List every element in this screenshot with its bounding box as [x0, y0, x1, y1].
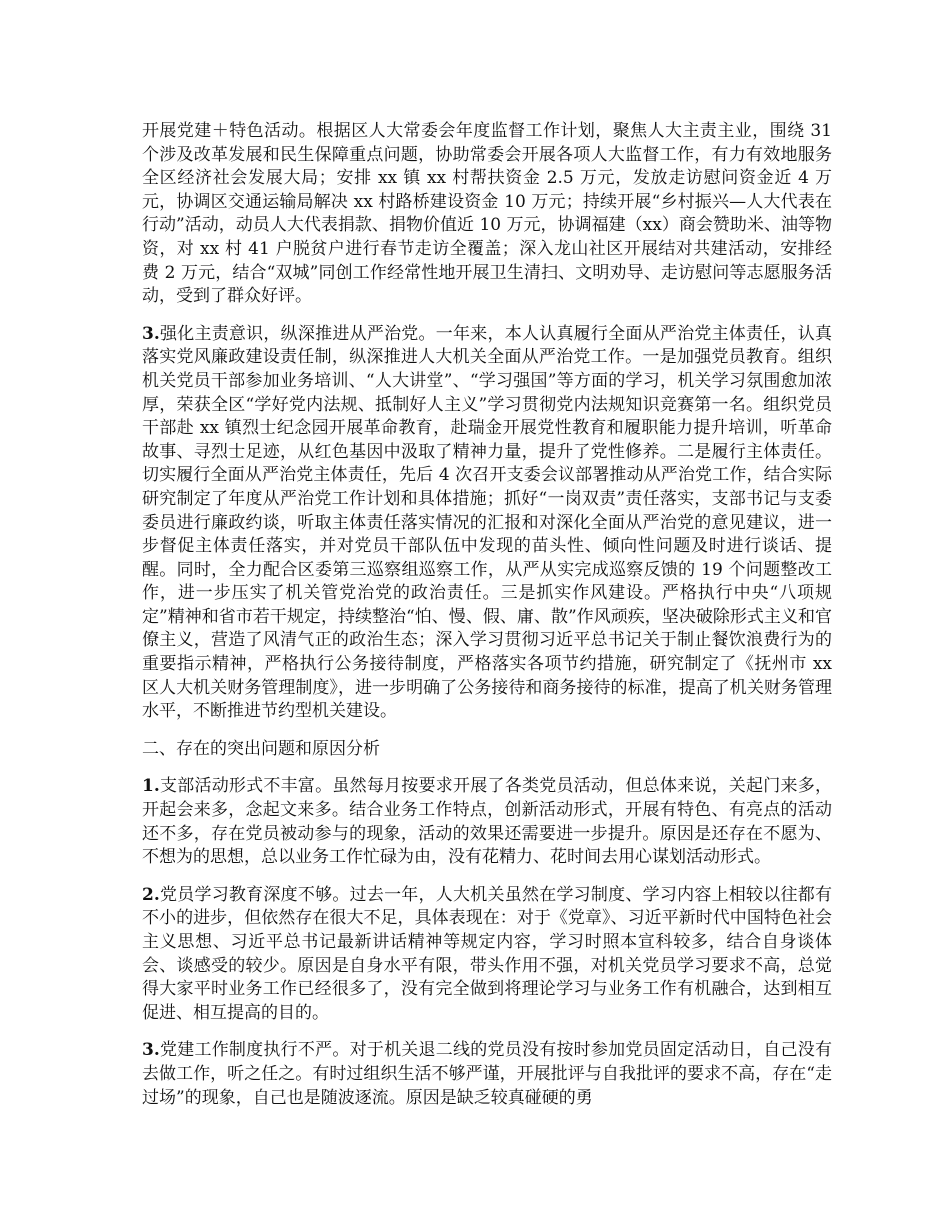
item-number: 3. [142, 1040, 160, 1061]
document-page [142, 120, 832, 1124]
paragraph-text: 党员学习教育深度不够。过去一年，人大机关虽然在学习制度、学习内容上相较以往都有不小的进步，但依然存在很大不足，具体表现在：对于《党章》、习近平新时代中国特色社会主义思想、习近平总书记最新讲话精神等规定内容，学习时照本宣科较多，结合自身谈体会、谈感受的较少。原因是自身水平有限，带头作用不强，对机关党员学习要求不高，总觉得大家平时业务工作已经很多了，没有完全做到将理论学习与业务工作有机融合，达到相互促进、相互提高的目的。 [142, 884, 832, 1023]
paragraph-text: 开展党建＋特色活动。根据区人大常委会年度监督工作计划，聚焦人大主责主业，围绕 31 个涉及改革发展和民生保障重点问题，协助常委会开展各项人大监督工作，有力有效地服务全区经济社会发展大局；安排 xx 镇 xx 村帮扶资金 2.5 万元，发放走访慰问资金近 4 万元，协调区交通运输局解决 xx 村路桥建设资金 10 万元；持续开展“乡村振兴—人大代表在行动”活动，动员人大代表捐款、捐物价值近 10 万元，协调福建（xx）商会赞助米、油等物资，对 xx 村 41 户脱贫户进行春节走访全覆盖；深入龙山社区开展结对共建活动，安排经费 2 万元，结合“双城”同创工作经常性地开展卫生清扫、文明劝导、走访慰问等志愿服务活动，受到了群众好评。 [142, 121, 832, 307]
paragraph-text: 支部活动形式不丰富。虽然每月按要求开展了各类党员活动，但总体来说，关起门来多，开起会来多，念起文来多。结合业务工作特点，创新活动形式，开展有特色、有亮点的活动还不多，存在党员被动参与的现象，活动的效果还需要进一步提升。原因是还存在不愿为、不想为的思想，总以业务工作忙碌为由，没有花精力、花时间去用心谋划活动形式。 [142, 776, 832, 868]
paragraph-text: 党建工作制度执行不严。对于机关退二线的党员没有按时参加党员固定活动日，自己没有去做工作，听之任之。有时过组织生活不够严谨，开展批评与自我批评的要求不高，存在“走过场”的现象，自己也是随波逐流。原因是缺乏较真碰硬的勇 [142, 1040, 832, 1108]
paragraph-study-education [142, 884, 832, 1026]
paragraph-system-execution [142, 1039, 832, 1110]
paragraph-party-activities [142, 120, 832, 309]
item-number: 3. [142, 323, 160, 344]
item-number: 1. [142, 776, 160, 797]
paragraph-branch-activities [142, 775, 832, 869]
item-number: 2. [142, 884, 160, 905]
section-heading-problems: 二、存在的突出问题和原因分析 [142, 738, 380, 759]
paragraph-text: 强化主责意识，纵深推进从严治党。一年来，本人认真履行全面从严治党主体责任，认真落实党风廉政建设责任制，纵深推进人大机关全面从严治党工作。一是加强党员教育。组织机关党员干部参加业务培训、“人大讲堂”、“学习强国”等方面的学习，机关学习氛围愈加浓厚，荣获全区“学好党内法规、抵制好人主义”学习贯彻党内法规知识竞赛第一名。组织党员干部赴 xx 镇烈士纪念园开展革命教育，赴瑞金开展党性教育和履职能力提升培训，听革命故事、寻烈士足迹，从红色基因中汲取了精神力量，提升了党性修养。二是履行主体责任。切实履行全面从严治党主体责任，先后 4 次召开支委会议部署推动从严治党工作，结合实际研究制定了年度从严治党工作计划和具体措施；抓好“一岗双责”责任落实，支部书记与支委委员进行廉政约谈，听取主体责任落实情况的汇报和对深化全面从严治党的意见建议，进一步督促主体责任落实，并对党员干部队伍中发现的苗头性、倾向性问题及时进行谈话、提醒。同时，全力配合区委第三巡察组巡察工作，从严从实完成巡察反馈的 19 个问题整改工作，进一步压实了机关管党治党的政治责任。三是抓实作风建设。严格执行中央“八项规定”精神和省市若干规定，持续整治“怕、慢、假、庸、散”作风顽疾，坚决破除形式主义和官僚主义，营造了风清气正的政治生态；深入学习贯彻习近平总书记关于制止餐饮浪费行为的重要指示精神，严格执行公务接待制度，严格落实各项节约措施，研究制定了《抚州市 xx 区人大机关财务管理制度》，进一步明确了公务接待和商务接待的标准，提高了机关财务管理水平，不断推进节约型机关建设。 [142, 323, 832, 722]
paragraph-strict-governance [142, 323, 832, 724]
